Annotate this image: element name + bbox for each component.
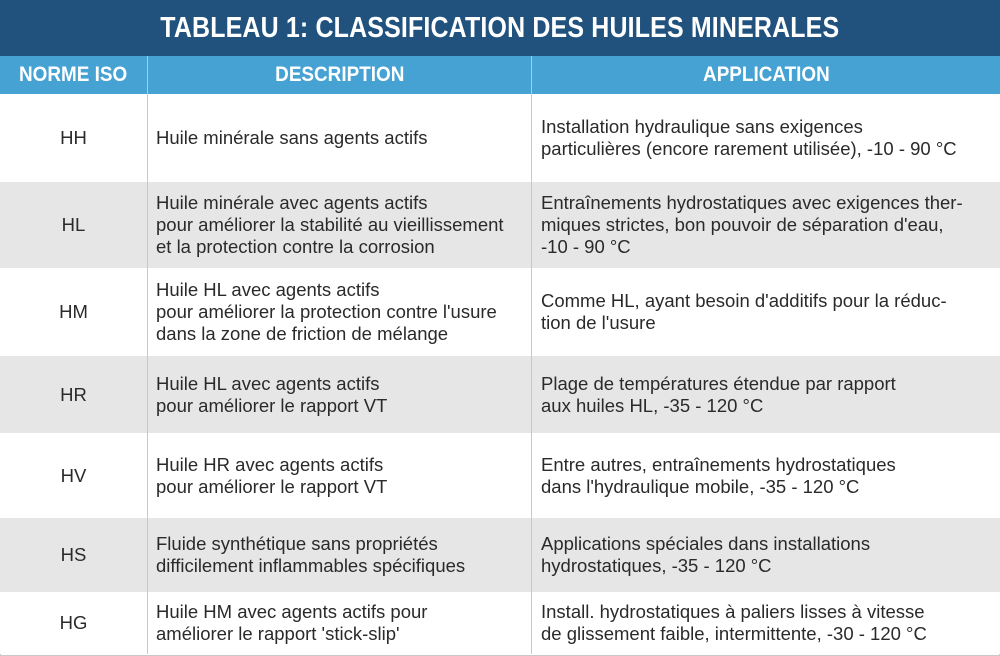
norme-iso-cell-line: HM bbox=[59, 301, 88, 322]
description-cell-text bbox=[156, 192, 504, 258]
application-cell-line: -10 - 90 °C bbox=[541, 236, 631, 257]
norme-iso-cell-line: HR bbox=[60, 383, 87, 405]
application-cell-line: dans l'hydraulique mobile, -35 - 120 °C bbox=[541, 475, 860, 497]
norme-iso-cell-line: HS bbox=[60, 544, 87, 565]
table-row bbox=[0, 94, 1000, 182]
table-title: TABLEAU 1: CLASSIFICATION DES HUILES MINERALES bbox=[160, 11, 840, 44]
norme-iso-cell-line: HL bbox=[61, 214, 86, 235]
description-cell bbox=[148, 268, 532, 356]
application-cell-line: Plage de températures étendue par rapport bbox=[541, 372, 896, 394]
application-cell-line: hydrostatiques, -35 - 120 °C bbox=[541, 555, 772, 576]
description-cell-line: pour améliorer le rapport VT bbox=[156, 394, 388, 416]
description-cell-line: Huile HL avec agents actifs bbox=[156, 372, 380, 394]
description-cell-line: et la protection contre la corrosion bbox=[156, 236, 435, 257]
application-cell-line: Entraînements hydrostatiques avec exigences ther- bbox=[541, 192, 963, 213]
norme-iso-cell-line: HG bbox=[59, 612, 88, 633]
norme-iso-cell bbox=[0, 356, 148, 433]
description-cell bbox=[148, 356, 532, 433]
application-cell bbox=[532, 94, 1000, 182]
description-cell-line: Fluide synthétique sans propriétés bbox=[156, 533, 438, 554]
table-row bbox=[0, 356, 1000, 433]
description-cell-line: difficilement inflammables spécifiques bbox=[156, 555, 466, 576]
norme-iso-cell-line: HH bbox=[60, 127, 87, 148]
norme-iso-cell-line: HV bbox=[60, 464, 87, 486]
norme-iso-cell-text bbox=[60, 384, 87, 406]
table-title-bar bbox=[0, 0, 1000, 56]
description-cell-line: Huile HM avec agents actifs pour bbox=[156, 601, 428, 622]
application-cell-line: miques strictes, bon pouvoir de séparation d'eau, bbox=[541, 214, 944, 235]
norme-iso-cell-text bbox=[60, 127, 87, 149]
description-cell-line: pour améliorer la protection contre l'usure bbox=[156, 301, 497, 322]
norme-iso-cell-text bbox=[61, 544, 87, 566]
application-cell-line: aux huiles HL, -35 - 120 °C bbox=[541, 394, 764, 416]
header-norme-iso bbox=[0, 56, 148, 94]
application-cell bbox=[532, 592, 1000, 654]
norme-iso-cell-text bbox=[62, 214, 86, 236]
application-cell-line: Applications spéciales dans installations bbox=[541, 533, 871, 554]
norme-iso-cell-text bbox=[61, 465, 87, 487]
description-cell bbox=[148, 94, 532, 182]
description-cell bbox=[148, 592, 532, 654]
description-cell-text bbox=[156, 127, 427, 149]
header-description-label: DESCRIPTION bbox=[274, 63, 405, 86]
description-cell bbox=[148, 433, 532, 518]
application-cell bbox=[532, 356, 1000, 433]
description-cell-line: Huile HR avec agents actifs bbox=[156, 453, 384, 475]
application-cell bbox=[532, 182, 1000, 268]
application-cell-line: de glissement faible, intermittente, -30 - 120 °C bbox=[541, 623, 927, 644]
header-description bbox=[148, 56, 532, 94]
norme-iso-cell-text bbox=[59, 301, 88, 323]
description-cell-line: améliorer le rapport 'stick-slip' bbox=[156, 623, 400, 644]
description-cell-line: dans la zone de friction de mélange bbox=[156, 323, 449, 344]
application-cell-text bbox=[541, 533, 870, 577]
description-cell-text bbox=[156, 279, 497, 345]
application-cell-line: particulières (encore rarement utilisée), -10 - 90 °C bbox=[541, 138, 957, 159]
table-row bbox=[0, 518, 1000, 592]
application-cell bbox=[532, 268, 1000, 356]
header-application bbox=[532, 56, 1000, 94]
description-cell bbox=[148, 518, 532, 592]
application-cell-line: Installation hydraulique sans exigences bbox=[541, 116, 863, 137]
norme-iso-cell bbox=[0, 433, 148, 518]
application-cell-text bbox=[541, 192, 963, 258]
application-cell bbox=[532, 518, 1000, 592]
table-row bbox=[0, 182, 1000, 268]
norme-iso-cell bbox=[0, 518, 148, 592]
application-cell bbox=[532, 433, 1000, 518]
description-cell-line: pour améliorer la stabilité au vieillissement bbox=[156, 214, 504, 235]
table-row bbox=[0, 592, 1000, 654]
table-row bbox=[0, 433, 1000, 518]
application-cell-line: Entre autres, entraînements hydrostatiques bbox=[541, 453, 896, 475]
norme-iso-cell bbox=[0, 182, 148, 268]
application-cell-text bbox=[541, 290, 947, 334]
application-cell-line: Comme HL, ayant besoin d'additifs pour la réduc- bbox=[541, 290, 947, 311]
table-row bbox=[0, 268, 1000, 356]
header-norme-iso-label: NORME ISO bbox=[19, 63, 128, 86]
norme-iso-cell bbox=[0, 268, 148, 356]
application-cell-text bbox=[541, 601, 927, 645]
header-application-label: APPLICATION bbox=[702, 63, 830, 86]
norme-iso-cell bbox=[0, 592, 148, 654]
application-cell-text bbox=[541, 116, 957, 160]
application-cell-line: Install. hydrostatiques à paliers lisses à vitesse bbox=[541, 601, 925, 622]
application-cell-text bbox=[541, 454, 896, 498]
description-cell-text bbox=[156, 601, 427, 645]
description-cell-line: pour améliorer le rapport VT bbox=[156, 475, 388, 497]
description-cell-line: Huile HL avec agents actifs bbox=[156, 279, 380, 300]
description-cell bbox=[148, 182, 532, 268]
description-cell-text bbox=[156, 533, 465, 577]
table-header-row bbox=[0, 56, 1000, 94]
norme-iso-cell bbox=[0, 94, 148, 182]
description-cell-text bbox=[156, 454, 387, 498]
description-cell-line: Huile minérale sans agents actifs bbox=[156, 127, 428, 148]
description-cell-text bbox=[156, 373, 387, 417]
norme-iso-cell-text bbox=[60, 612, 88, 634]
application-cell-line: tion de l'usure bbox=[541, 312, 656, 333]
description-cell-line: Huile minérale avec agents actifs bbox=[156, 192, 428, 213]
application-cell-text bbox=[541, 373, 896, 417]
